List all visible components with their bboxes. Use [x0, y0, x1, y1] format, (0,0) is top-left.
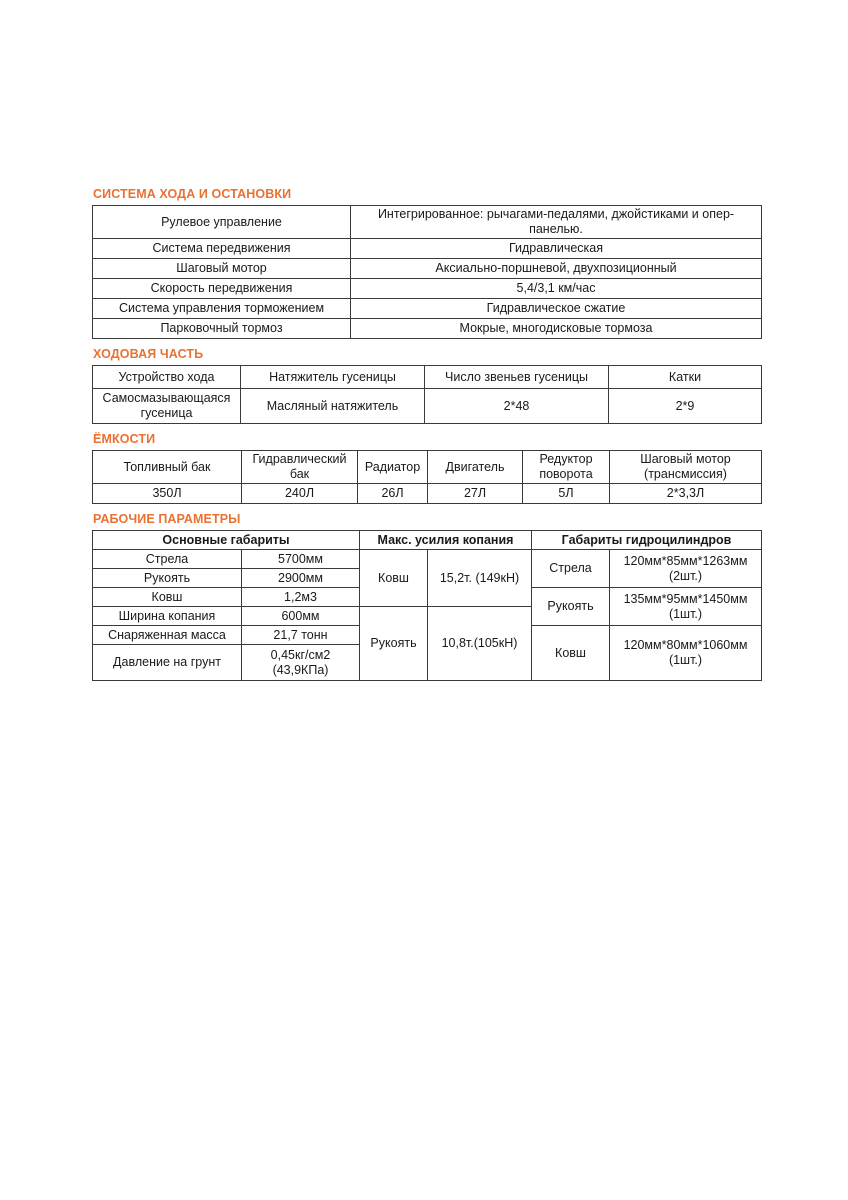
column-header: Натяжитель гусеницы — [241, 366, 425, 389]
spec-label: Рукоять — [93, 569, 242, 588]
spec-value: 10,8т.(105кН) — [428, 607, 532, 681]
spec-label: Рукоять — [360, 607, 428, 681]
table-header-row — [93, 366, 762, 389]
spec-value: 2*48 — [425, 389, 609, 424]
spec-label: Ковш — [532, 626, 610, 681]
spec-label: Стрела — [93, 550, 242, 569]
column-header: Топливный бак — [93, 451, 242, 484]
table-row — [93, 299, 762, 319]
table-header-row — [93, 451, 762, 484]
spec-value: Гидравлическая — [351, 239, 762, 259]
spec-value: 5,4/3,1 км/час — [351, 279, 762, 299]
spec-label: Рулевое управление — [93, 206, 351, 239]
spec-value: 0,45кг/см2 (43,9КПа) — [242, 645, 360, 681]
working-parameters-table — [92, 530, 762, 681]
spec-label: Ширина копания — [93, 607, 242, 626]
spec-value: 120мм*85мм*1263мм (2шт.) — [610, 550, 762, 588]
column-header: Редуктор поворота — [523, 451, 610, 484]
column-header: Двигатель — [428, 451, 523, 484]
capacities-table — [92, 450, 762, 504]
spec-value: Аксиально-поршневой, двухпозиционный — [351, 259, 762, 279]
spec-value: Мокрые, многодисковые тормоза — [351, 319, 762, 339]
table-row — [93, 389, 762, 424]
spec-value: 2*3,3Л — [610, 484, 762, 504]
spec-label: Давление на грунт — [93, 645, 242, 681]
spec-label: Ковш — [360, 550, 428, 607]
spec-label: Скорость передвижения — [93, 279, 351, 299]
table-row — [93, 319, 762, 339]
spec-value: 26Л — [358, 484, 428, 504]
group-header-cylinders: Габариты гидроцилиндров — [532, 531, 762, 550]
spec-value: 600мм — [242, 607, 360, 626]
spec-value: 2*9 — [609, 389, 762, 424]
group-header-main-dimensions: Основные габариты — [93, 531, 360, 550]
spec-value: 2900мм — [242, 569, 360, 588]
undercarriage-table — [92, 365, 762, 424]
spec-value: 5Л — [523, 484, 610, 504]
spec-label: Снаряженная масса — [93, 626, 242, 645]
column-header: Катки — [609, 366, 762, 389]
spec-value: 27Л — [428, 484, 523, 504]
spec-value: 1,2м3 — [242, 588, 360, 607]
spec-value: 15,2т. (149кН) — [428, 550, 532, 607]
spec-value: Масляный натяжитель — [241, 389, 425, 424]
section-heading-capacities: ЁМКОСТИ — [93, 432, 156, 446]
section-heading-drive-system: СИСТЕМА ХОДА И ОСТАНОВКИ — [93, 187, 292, 201]
spec-value: 5700мм — [242, 550, 360, 569]
spec-label: Система передвижения — [93, 239, 351, 259]
spec-value: Самосмазывающаяся гусеница — [93, 389, 241, 424]
column-header: Радиатор — [358, 451, 428, 484]
table-row — [93, 279, 762, 299]
spec-value: 240Л — [242, 484, 358, 504]
spec-label: Система управления торможением — [93, 299, 351, 319]
table-row — [93, 206, 762, 239]
spec-value: Гидравлическое сжатие — [351, 299, 762, 319]
table-row — [93, 550, 762, 569]
spec-value: Интегрированное: рычагами-педалями, джойстиками и опер-панелью. — [351, 206, 762, 239]
table-group-header-row — [93, 531, 762, 550]
table-row — [93, 259, 762, 279]
section-heading-undercarriage: ХОДОВАЯ ЧАСТЬ — [93, 347, 204, 361]
spec-sheet — [92, 186, 762, 688]
column-header: Устройство хода — [93, 366, 241, 389]
column-header: Гидравлический бак — [242, 451, 358, 484]
spec-label: Стрела — [532, 550, 610, 588]
section-heading-working-parameters: РАБОЧИЕ ПАРАМЕТРЫ — [93, 512, 241, 526]
spec-label: Шаговый мотор — [93, 259, 351, 279]
group-header-digging-force: Макс. усилия копания — [360, 531, 532, 550]
spec-label: Парковочный тормоз — [93, 319, 351, 339]
drive-system-table — [92, 205, 762, 339]
spec-value: 135мм*95мм*1450мм (1шт.) — [610, 588, 762, 626]
column-header: Число звеньев гусеницы — [425, 366, 609, 389]
table-row — [93, 484, 762, 504]
column-header: Шаговый мотор (трансмиссия) — [610, 451, 762, 484]
spec-label: Ковш — [93, 588, 242, 607]
spec-value: 350Л — [93, 484, 242, 504]
spec-value: 120мм*80мм*1060мм (1шт.) — [610, 626, 762, 681]
table-row — [93, 239, 762, 259]
spec-label: Рукоять — [532, 588, 610, 626]
spec-value: 21,7 тонн — [242, 626, 360, 645]
